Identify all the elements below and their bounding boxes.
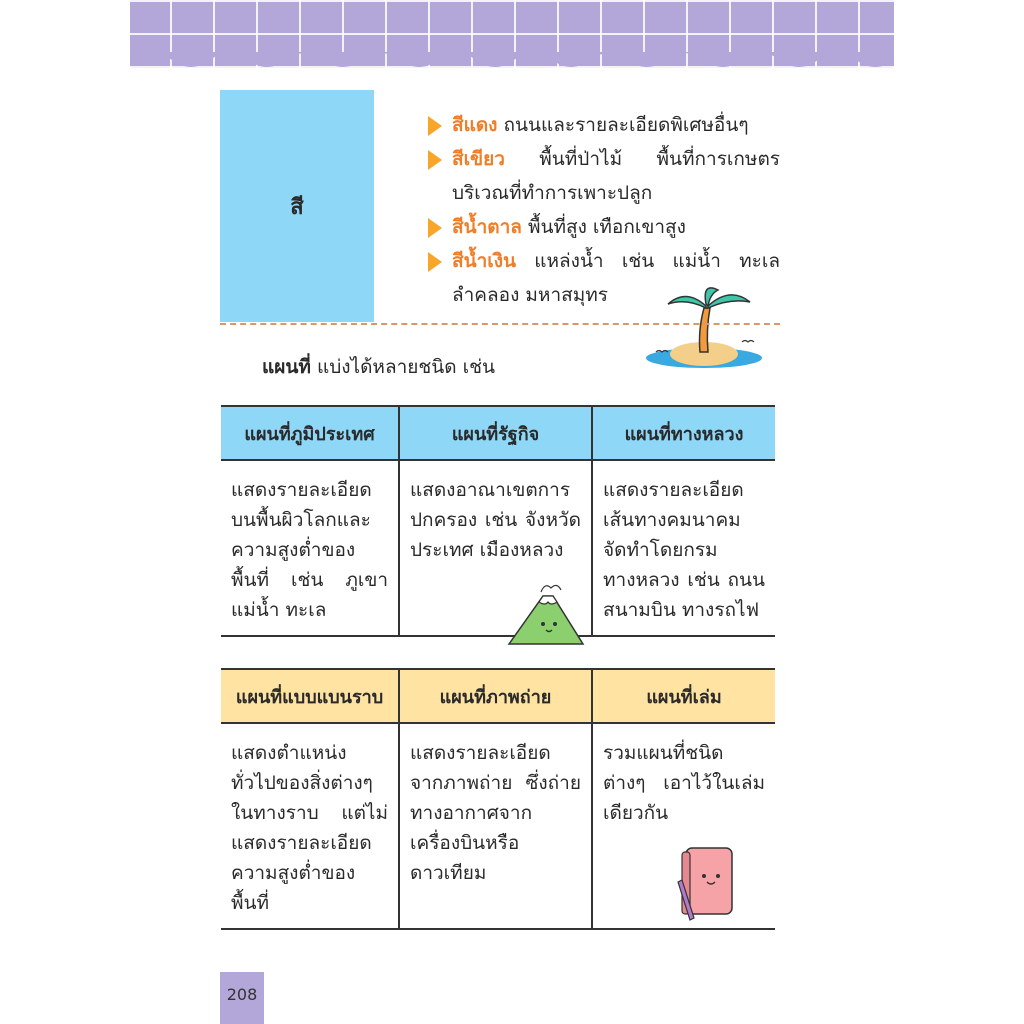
- color-key: สีแดง: [452, 114, 498, 136]
- table-header: แผนที่ภูมิประเทศ: [221, 406, 399, 460]
- arrow-icon: [428, 116, 442, 136]
- table-cell: แสดงรายละเอียดจากภาพถ่าย ซึ่งถ่ายทางอากาศจากเครื่องบินหรือดาวเทียม: [399, 723, 592, 929]
- map-types-table-1: [221, 405, 775, 637]
- mountain-illustration: [505, 580, 587, 648]
- color-key: สีเขียว: [452, 148, 505, 170]
- intro-text: [262, 352, 495, 382]
- table-cell: แสดงรายละเอียดเส้นทางคมนาคม จัดทำโดยกรมทางหลวง เช่น ถนน สนามบิน ทางรถไฟ: [592, 460, 775, 636]
- color-label-box: [220, 90, 374, 322]
- table-cell: แสดงตำแหน่งทั่วไปของสิ่งต่างๆ ในทางราบ แต่ไม่แสดงรายละเอียดความสูงต่ำของพื้นที่: [221, 723, 399, 929]
- wave-border-decoration: [130, 52, 894, 82]
- intro-rest: แบ่งได้หลายชนิด เช่น: [310, 356, 496, 378]
- color-desc: แหล่งน้ำ เช่น แม่น้ำ ทะเล ลำคลอง มหาสมุทร: [452, 250, 780, 306]
- color-item-brown: [426, 210, 780, 244]
- color-item-red: [426, 108, 780, 142]
- table-header-row: [221, 406, 775, 460]
- color-item-green: [426, 142, 780, 210]
- color-desc: พื้นที่สูง เทือกเขาสูง: [521, 216, 686, 238]
- table-header: แผนที่รัฐกิจ: [399, 406, 592, 460]
- color-key: สีน้ำเงิน: [452, 250, 517, 272]
- arrow-icon: [428, 150, 442, 170]
- arrow-icon: [428, 252, 442, 272]
- color-desc: พื้นที่ป่าไม้ พื้นที่การเกษตร บริเวณที่ทำการเพาะปลูก: [452, 148, 780, 204]
- table-row: [221, 460, 775, 636]
- intro-bold: แผนที่: [262, 356, 311, 378]
- table-header-row: [221, 669, 775, 723]
- page-number-tab: [220, 972, 264, 1024]
- page-number: 208: [226, 985, 258, 1004]
- book-page: [130, 0, 894, 1024]
- island-palm-illustration: [638, 282, 778, 372]
- section-divider: [220, 323, 780, 325]
- table-header: แผนที่เล่ม: [592, 669, 775, 723]
- table-cell: แสดงรายละเอียดบนพื้นผิวโลกและความสูงต่ำของพื้นที่ เช่น ภูเขา แม่น้ำ ทะเล: [221, 460, 399, 636]
- book-pencil-illustration: [672, 842, 742, 924]
- table-cell: แสดงอาณาเขตการปกครอง เช่น จังหวัด ประเทศ เมืองหลวง: [399, 460, 592, 636]
- table-cell: รวมแผนที่ชนิดต่างๆ เอาไว้ในเล่มเดียวกัน: [592, 723, 775, 929]
- arrow-icon: [428, 218, 442, 238]
- table-header: แผนที่ภาพถ่าย: [399, 669, 592, 723]
- table-header: แผนที่แบบแบนราบ: [221, 669, 399, 723]
- color-label: สี: [290, 194, 304, 220]
- table-header: แผนที่ทางหลวง: [592, 406, 775, 460]
- color-key: สีน้ำตาล: [452, 216, 522, 238]
- color-desc: ถนนและรายละเอียดพิเศษอื่นๆ: [497, 114, 749, 136]
